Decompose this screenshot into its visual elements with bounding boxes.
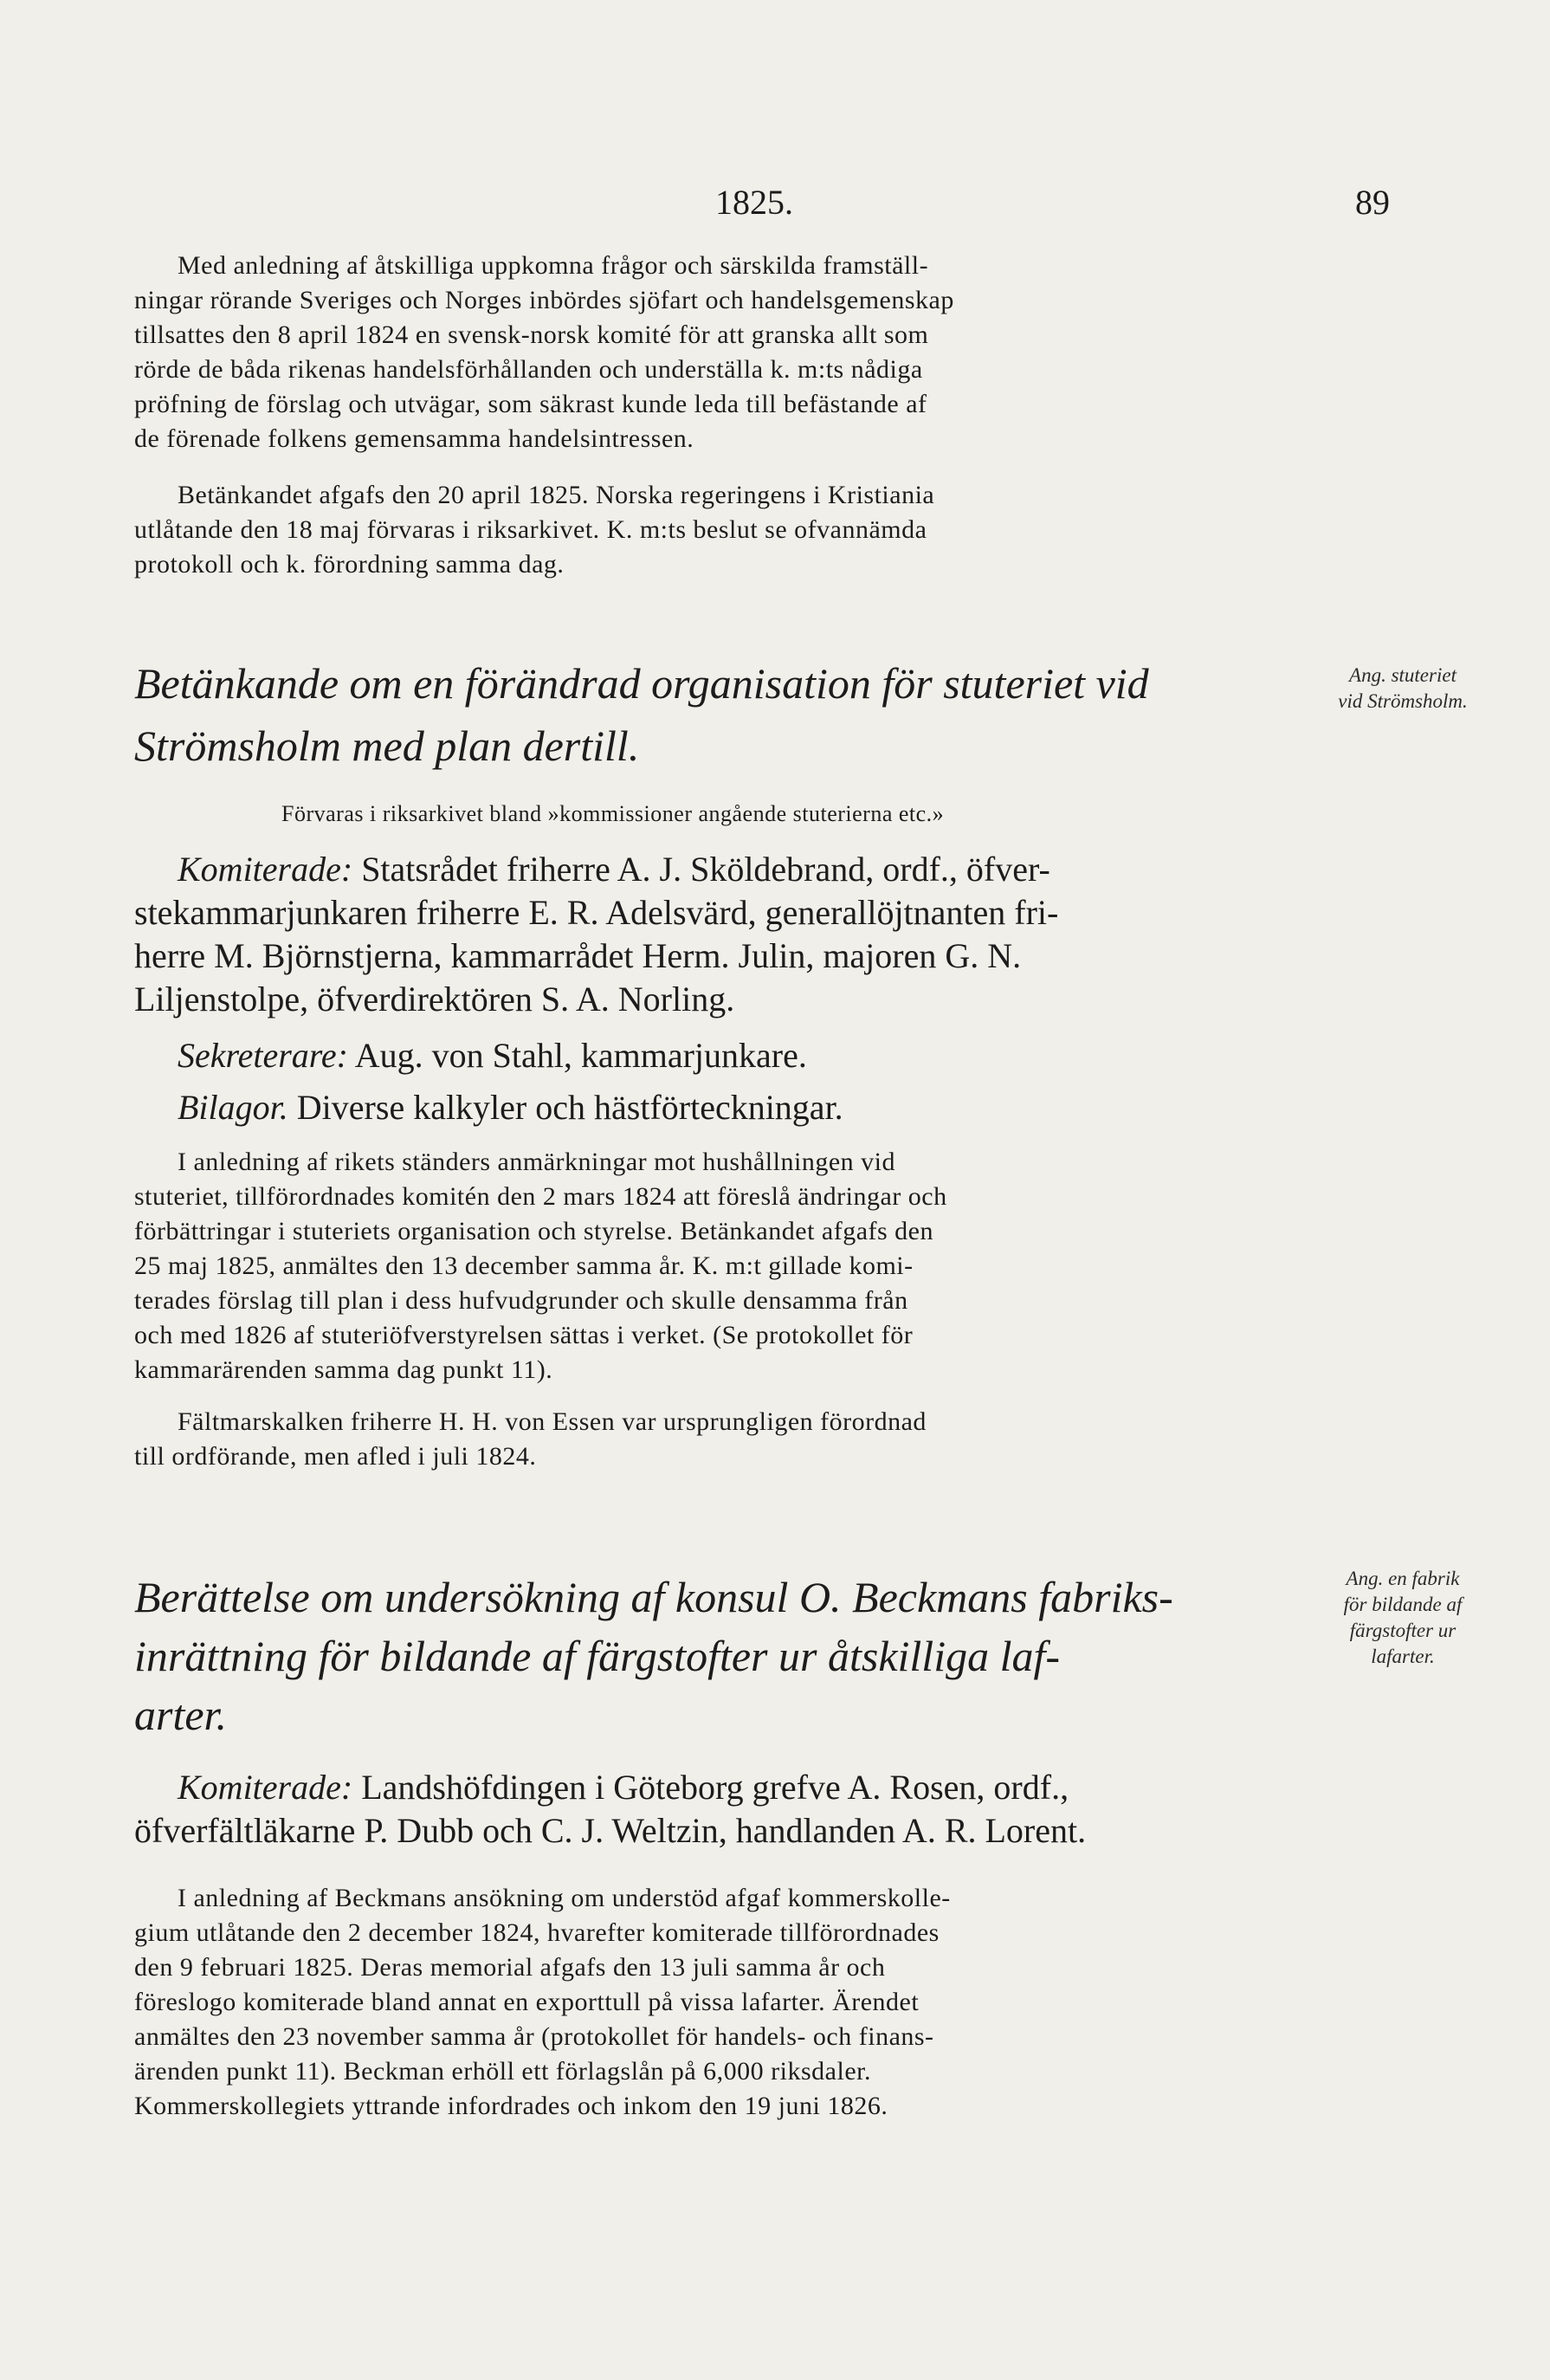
appendix-label: Bilagor. [178,1088,288,1127]
committee-text: Statsrådet friherre A. J. Sköldebrand, ordf., öfver- [352,850,1050,889]
secretary-line [178,1035,807,1076]
appendix-line [178,1087,843,1128]
committee-line [178,1767,1069,1808]
committee-line [178,849,1050,889]
paragraph-line: Betänkandet afgafs den 20 april 1825. Norska regeringens i Kristiania [178,481,935,509]
paragraph-line: terades förslag till plan i dess hufvudgrunder och skulle densamma från [134,1286,908,1315]
paragraph-line: I anledning af rikets ständers anmärkningar mot hushållningen vid [178,1148,895,1176]
committee-line: Liljenstolpe, öfverdirektören S. A. Norling. [134,980,735,1019]
section-title: Strömsholm med plan dertill. [134,721,640,770]
paragraph-line: anmältes den 23 november samma år (protokollet för handels- och finans- [134,2022,934,2051]
committee-label: Komiterade: [178,1768,353,1807]
paragraph-line: den 9 februari 1825. Deras memorial afgafs den 13 juli samma år och [134,1953,886,1982]
section-title: Betänkande om en förändrad organisation för stuteriet vid [134,659,1149,708]
paragraph-line: gium utlåtande den 2 december 1824, hvarefter komiterade tillförordnades [134,1918,940,1947]
section-title: inrättning för bildande af färgstofter ur åtskilliga laf- [134,1632,1061,1680]
paragraph-line: föreslogo komiterade bland annat en exporttull på vissa lafarter. Ärendet [134,1988,920,2016]
paragraph-line: Med anledning af åtskilliga uppkomna frågor och särskilda framställ- [178,251,929,280]
paragraph-line: till ordförande, men afled i juli 1824. [134,1442,537,1471]
paragraph-line: pröfning de förslag och utvägar, som säkrast kunde leda till befästande af [134,390,927,418]
committee-label: Komiterade: [178,850,353,889]
committee-line: stekammarjunkaren friherre E. R. Adelsvärd, generallöjtnanten fri- [134,893,1059,932]
margin-note [1325,1566,1481,1670]
running-header-year: 1825. [715,183,793,222]
paragraph-line: utlåtande den 18 maj förvaras i riksarkivet. K. m:ts beslut se ofvannämda [134,515,927,544]
margin-note [1325,663,1481,715]
committee-line: herre M. Björnstjerna, kammarrådet Herm. Julin, majoren G. N. [134,936,1022,975]
margin-note-line: lafarter. [1371,1646,1435,1667]
margin-note-line: Ang. stuteriet [1349,664,1456,686]
section-title: arter. [134,1691,227,1739]
paragraph-line: kammarärenden samma dag punkt 11). [134,1355,553,1384]
archive-note: Förvaras i riksarkivet bland »kommissioner angående stuterierna etc.» [281,801,945,826]
paragraph-line: protokoll och k. förordning samma dag. [134,550,565,579]
margin-note-line: vid Strömsholm. [1338,690,1468,712]
secretary-label: Sekreterare: [178,1036,348,1075]
page-number: 89 [1355,183,1390,222]
paragraph-line: och med 1826 af stuteriöfverstyrelsen sättas i verket. (Se protokollet för [134,1321,914,1349]
secretary-text: Aug. von Stahl, kammarjunkare. [347,1036,807,1075]
paragraph-line: förbättringar i stuteriets organisation och styrelse. Betänkandet afgafs den [134,1217,933,1245]
paragraph-line: I anledning af Beckmans ansökning om understöd afgaf kommerskolle- [178,1884,951,1912]
appendix-text: Diverse kalkyler och hästförteckningar. [287,1088,843,1127]
margin-note-line: för bildande af [1343,1594,1463,1615]
margin-note-line: Ang. en fabrik [1346,1568,1460,1589]
paragraph-line: ningar rörande Sveriges och Norges inbördes sjöfart och handelsgemenskap [134,286,954,314]
committee-line: öfverfältläkarne P. Dubb och C. J. Weltzin, handlanden A. R. Lorent. [134,1811,1087,1850]
section-title: Berättelse om undersökning af konsul O. Beckmans fabriks- [134,1573,1173,1621]
paragraph-line: tillsattes den 8 april 1824 en svensk-norsk komité för att granska allt som [134,320,929,349]
paragraph-line: stuteriet, tillförordnades komitén den 2 mars 1824 att föreslå ändringar och [134,1182,947,1211]
paragraph-line: rörde de båda rikenas handelsförhållanden och underställa k. m:ts nådiga [134,355,923,384]
paragraph-line: ärenden punkt 11). Beckman erhöll ett förlagslån på 6,000 riksdaler. [134,2057,871,2086]
paragraph-line: de förenade folkens gemensamma handelsintressen. [134,424,694,453]
paragraph-line: Fältmarskalken friherre H. H. von Essen var ursprungligen förordnad [178,1407,927,1436]
margin-note-line: färgstofter ur [1349,1620,1456,1641]
paragraph-line: 25 maj 1825, anmältes den 13 december samma år. K. m:t gillade komi- [134,1251,914,1280]
paragraph-line: Kommerskollegiets yttrande infordrades och inkom den 19 juni 1826. [134,2092,888,2120]
committee-text: Landshöfdingen i Göteborg grefve A. Rosen, ordf., [352,1768,1069,1807]
